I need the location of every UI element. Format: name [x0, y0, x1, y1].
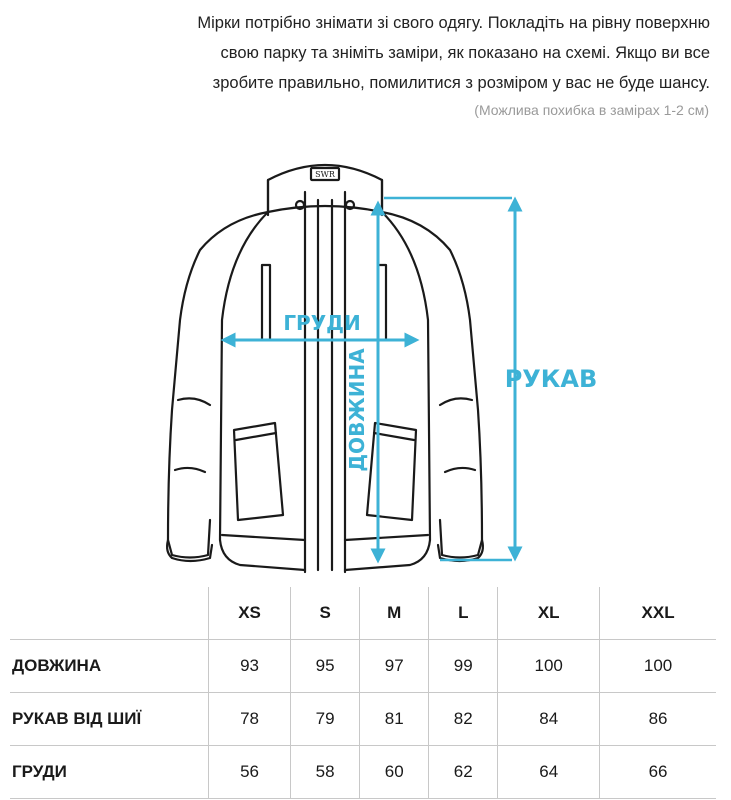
table-cell: 60 [360, 746, 429, 799]
logo-text: SWR [315, 170, 335, 179]
size-header: S [291, 587, 360, 640]
jacket-diagram [0, 140, 731, 580]
jacket-illustration [0, 140, 731, 580]
table-cell: 97 [360, 640, 429, 693]
size-header: XXL [600, 587, 716, 640]
table-cell: 64 [498, 746, 600, 799]
table-cell: 86 [600, 693, 716, 746]
table-row [10, 693, 716, 746]
size-header: M [360, 587, 429, 640]
measurement-error-note: (Можлива похибка в замірах 1-2 см) [474, 102, 709, 118]
table-cell: 82 [429, 693, 498, 746]
intro-line-3: зробите правильно, помилитися з розміром у вас не буде шансу. [212, 74, 710, 92]
table-cell: 81 [360, 693, 429, 746]
table-cell: 78 [209, 693, 291, 746]
size-header: XL [498, 587, 600, 640]
table-cell: 99 [429, 640, 498, 693]
size-table [10, 587, 716, 799]
table-cell: 62 [429, 746, 498, 799]
table-cell: 56 [209, 746, 291, 799]
intro-line-1: Мірки потрібно знімати зі свого одягу. Покладіть на рівну поверхню [197, 14, 710, 32]
table-row [10, 640, 716, 693]
size-header: L [429, 587, 498, 640]
jacket-outline [167, 165, 483, 572]
table-cell: 58 [291, 746, 360, 799]
table-cell: 95 [291, 640, 360, 693]
size-header: XS [209, 587, 291, 640]
size-header-row [10, 587, 716, 640]
row-label: ДОВЖИНА [10, 640, 209, 693]
table-cell: 84 [498, 693, 600, 746]
table-cell: 93 [209, 640, 291, 693]
sleeve-label: РУКАВ [504, 365, 598, 393]
table-row [10, 746, 716, 799]
row-label: ГРУДИ [10, 746, 209, 799]
intro-line-2: свою парку та зніміть заміри, як показано на схемі. Якщо ви все [220, 44, 710, 62]
table-cell: 66 [600, 746, 716, 799]
intro-text [20, 8, 710, 98]
length-label: ДОВЖИНА [345, 348, 369, 472]
table-cell: 79 [291, 693, 360, 746]
row-label: РУКАВ ВІД ШИЇ [10, 693, 209, 746]
size-header-empty [10, 587, 209, 640]
table-cell: 100 [498, 640, 600, 693]
table-cell: 100 [600, 640, 716, 693]
chest-label: ГРУДИ [283, 311, 361, 335]
